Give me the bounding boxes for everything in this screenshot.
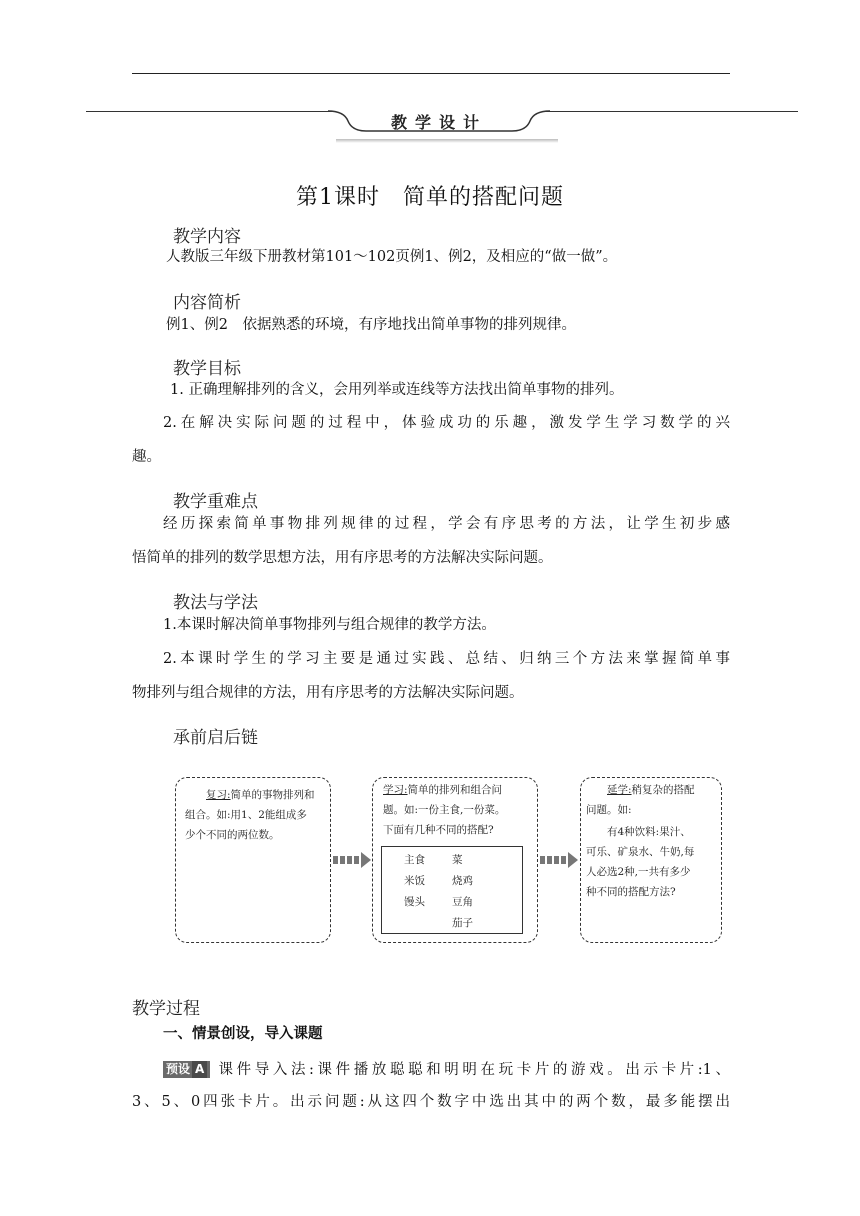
methods-heading: 教法与学法: [173, 593, 258, 613]
review-line-3: 少个不同的两位数。: [185, 829, 280, 841]
learn-tag: 学习:: [383, 784, 408, 796]
table-cell-staple: 馒头: [404, 896, 425, 908]
process-line-1: 课件导入法:课件播放聪聪和明明在玩卡片的游戏。出示卡片:1、: [218, 1062, 730, 1078]
preset-badge-text: 预设: [166, 1062, 191, 1076]
learn-line-1: 简单的排列和组合问: [407, 784, 503, 796]
review-tag: 复习:: [206, 789, 231, 801]
goals-item-2-line-1: 2.在解决实际问题的过程中，体验成功的乐趣，激发学生学习数学的兴: [163, 415, 730, 431]
lesson-title: 第1课时 简单的搭配问题: [296, 185, 564, 210]
analysis-heading: 内容简析: [173, 293, 241, 313]
table-cell-dish: 豆角: [452, 896, 473, 908]
arrow-right-icon: [540, 852, 578, 868]
extend-line-4: 可乐、矿泉水、牛奶,每: [586, 846, 695, 858]
table-header-staple: 主食: [404, 854, 425, 866]
arrow-right-icon: [333, 852, 371, 868]
table-cell-dish: 烧鸡: [452, 875, 473, 887]
extend-line-2: 问题。如:: [586, 804, 632, 816]
goals-heading: 教学目标: [173, 359, 241, 379]
review-line-2: 组合。如:用1、2能组成多: [185, 809, 307, 821]
key-points-heading: 教学重难点: [173, 492, 258, 512]
extend-line-3: 有4种饮料:果汁、: [607, 826, 691, 838]
methods-item-1: 1.本课时解决简单事物排列与组合规律的教学方法。: [163, 617, 496, 633]
key-points-line-1: 经历探索简单事物排列规律的过程，学会有序思考的方法，让学生初步感: [163, 516, 730, 532]
pairing-table: [381, 846, 523, 934]
top-rule: [132, 73, 730, 74]
analysis-text: 例1、例2 依据熟悉的环境，有序地找出简单事物的排列规律。: [166, 317, 576, 333]
learn-line-2: 题。如:一份主食,一份菜。: [383, 804, 506, 816]
methods-item-2-line-2: 物排列与组合规律的方法，用有序思考的方法解决实际问题。: [132, 685, 524, 701]
extend-line-6: 种不同的搭配方法?: [586, 886, 676, 898]
table-header-dish: 菜: [452, 854, 463, 866]
preset-badge: [163, 1061, 210, 1078]
review-box: [175, 777, 331, 943]
links-heading: 承前启后链: [173, 728, 258, 748]
extend-line-1: 稍复杂的搭配: [631, 784, 695, 796]
extend-box: [580, 777, 722, 943]
table-cell-staple: 米饭: [404, 875, 425, 887]
banner-label: 教学设计: [390, 113, 487, 132]
learn-line-3: 下面有几种不同的搭配?: [383, 824, 494, 836]
goals-item-2-line-2: 趣。: [132, 449, 161, 465]
methods-item-2-line-1: 2.本课时学生的学习主要是通过实践、总结、归纳三个方法来掌握简单事: [163, 651, 730, 667]
content-heading: 教学内容: [173, 227, 241, 247]
extend-line-5: 人必选2种,一共有多少: [586, 866, 691, 878]
extend-tag: 延学:: [607, 784, 632, 796]
process-line-1-row: [163, 1060, 730, 1080]
process-heading: 教学过程: [132, 999, 200, 1019]
process-subheading: 一、情景创设，导入课题: [163, 1026, 323, 1042]
review-line-1: 简单的事物排列和: [230, 789, 315, 801]
goals-item-1: 1. 正确理解排列的含义，会用列举或连线等方法找出简单事物的排列。: [170, 382, 624, 398]
content-text: 人教版三年级下册教材第101～102页例1、例2，及相应的“做一做”。: [166, 249, 618, 265]
preset-badge-letter: A: [192, 1061, 207, 1078]
learn-box: [372, 777, 538, 943]
process-line-2: 3、5、0四张卡片。出示问题:从这四个数字中选出其中的两个数，最多能摆出: [132, 1094, 730, 1110]
banner-shadow: [336, 139, 558, 143]
key-points-line-2: 悟简单的排列的数学思想方法，用有序思考的方法解决实际问题。: [132, 550, 553, 566]
table-cell-dish: 茄子: [452, 917, 473, 929]
